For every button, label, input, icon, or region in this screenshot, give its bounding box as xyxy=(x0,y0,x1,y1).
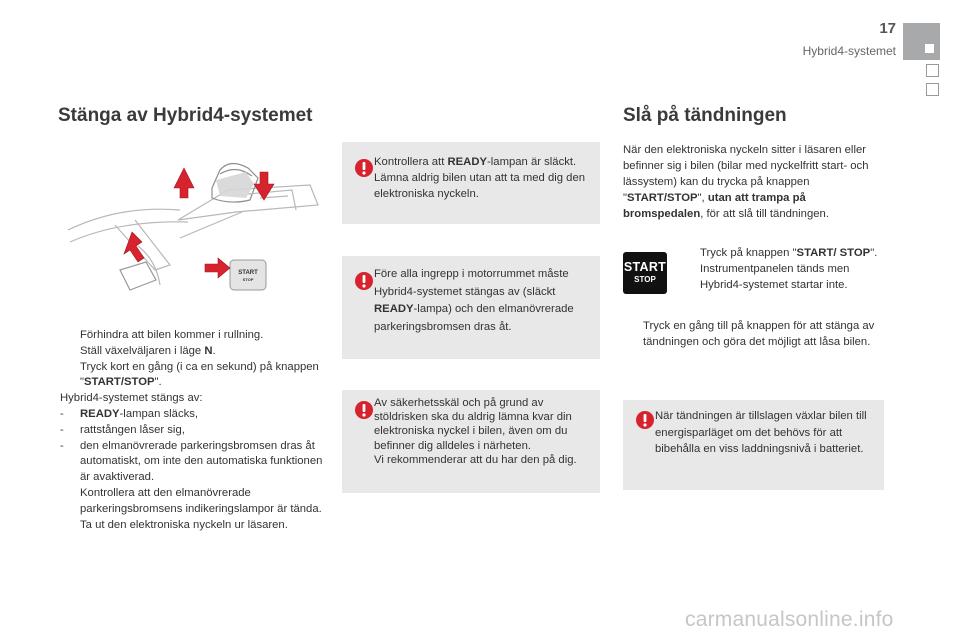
arrow-button xyxy=(205,258,230,278)
chapter-tab xyxy=(903,23,940,60)
list-item: - rattstången låser sig, xyxy=(60,423,330,439)
list-item: - READY-lampan släcks, xyxy=(60,407,330,423)
chapter-tab-marker xyxy=(925,44,934,53)
warning-text-energy-saving: När tändningen är tillslagen växlar bilen till energisparläget om det behövs för att bibehålla en viss laddningsnivå i batteriet. xyxy=(655,410,867,455)
watermark[interactable]: carmanualsonline.info xyxy=(685,608,894,631)
steps2-list xyxy=(60,486,330,533)
list-item: - den elmanövrerade parkeringsbromsen dras åt automatiskt, om inte den automatiska funktionen är avaktiverad. xyxy=(60,439,323,484)
illustration-button-line1: START xyxy=(238,270,258,276)
illustration-gear-and-pedals xyxy=(60,150,330,300)
warning-box-ready-lamp xyxy=(342,142,600,224)
bullet-marker: - xyxy=(60,423,64,436)
list-item: Ta ut den elektroniska nyckeln ur läsaren. xyxy=(80,518,288,531)
steps-list xyxy=(60,328,330,391)
list-item: Förhindra att bilen kommer i rullning. xyxy=(80,329,264,341)
warning-text-key-security: Av säkerhetsskäl och på grund av stöldrisken ska du aldrig lämna kvar din elektroniska nyckel i bilen, även om du befinner dig alldeles i närheten. Vi rekommenderar att du har den på dig. xyxy=(374,397,577,466)
list-item: Tryck kort en gång (i ca en sekund) på knappen "START/STOP". xyxy=(80,360,319,389)
arrow-pedal xyxy=(124,232,144,262)
illustration-button-line2: STOP xyxy=(242,277,254,282)
list-item: Ställ växelväljaren i läge N. xyxy=(80,344,216,357)
right-heading: Slå på tändningen xyxy=(623,105,787,126)
chapter-tab-empty-1 xyxy=(926,64,939,77)
start-button-line2: STOP xyxy=(634,275,656,284)
warning-icon xyxy=(353,400,375,420)
right-intro: När den elektroniska nyckeln sitter i läsaren eller befinner sig i bilen (bilar med nyckelfritt start- och lässystem) kan du trycka på knappen "START/STOP", utan att trampa på bromspedalen, för att slå till tändningen. xyxy=(623,144,869,220)
right-bullet-1: Tryck på knappen "START/ STOP". Instrumentpanelen tänds men Hybrid4-systemet startar inte. xyxy=(700,247,878,291)
bullet-marker: - xyxy=(60,407,64,420)
warning-box-key-security xyxy=(342,390,600,493)
list-item: Kontrollera att den elmanövrerade parkeringsbromsens indikeringslampor är tända. xyxy=(80,486,322,515)
warning-icon xyxy=(353,271,375,291)
chapter-tab-empty-2 xyxy=(926,83,939,96)
section-name: Hybrid4-systemet xyxy=(802,44,896,58)
warning-text-engine-bay: Före alla ingrepp i motorrummet måste Hybrid4-systemet stängas av (släckt READY-lampa) och den elmanövrerade parkeringsbromsen dras åt. xyxy=(374,268,574,333)
page-number: 17 xyxy=(879,20,896,37)
left-heading: Stänga av Hybrid4-systemet xyxy=(58,105,313,126)
warning-icon xyxy=(634,410,656,430)
start-stop-button-image xyxy=(623,252,667,294)
warning-icon xyxy=(353,158,375,178)
results-list xyxy=(60,407,330,486)
bullet-marker: - xyxy=(60,439,64,452)
warning-box-engine-bay xyxy=(342,256,600,359)
start-button-line1: START xyxy=(623,260,667,274)
warning-text-ready-lamp: Kontrollera att READY-lampan är släckt. Lämna aldrig bilen utan att ta med dig den elektroniska nyckeln. xyxy=(374,156,586,200)
arrow-gear-up xyxy=(174,168,194,198)
warning-box-energy-saving xyxy=(623,400,884,490)
result-intro: Hybrid4-systemet stängs av: xyxy=(60,392,203,405)
left-instructions xyxy=(60,328,330,533)
right-bullet-2: Tryck en gång till på knappen för att stänga av tändningen och göra det möjligt att låsa bilen. xyxy=(643,320,875,348)
